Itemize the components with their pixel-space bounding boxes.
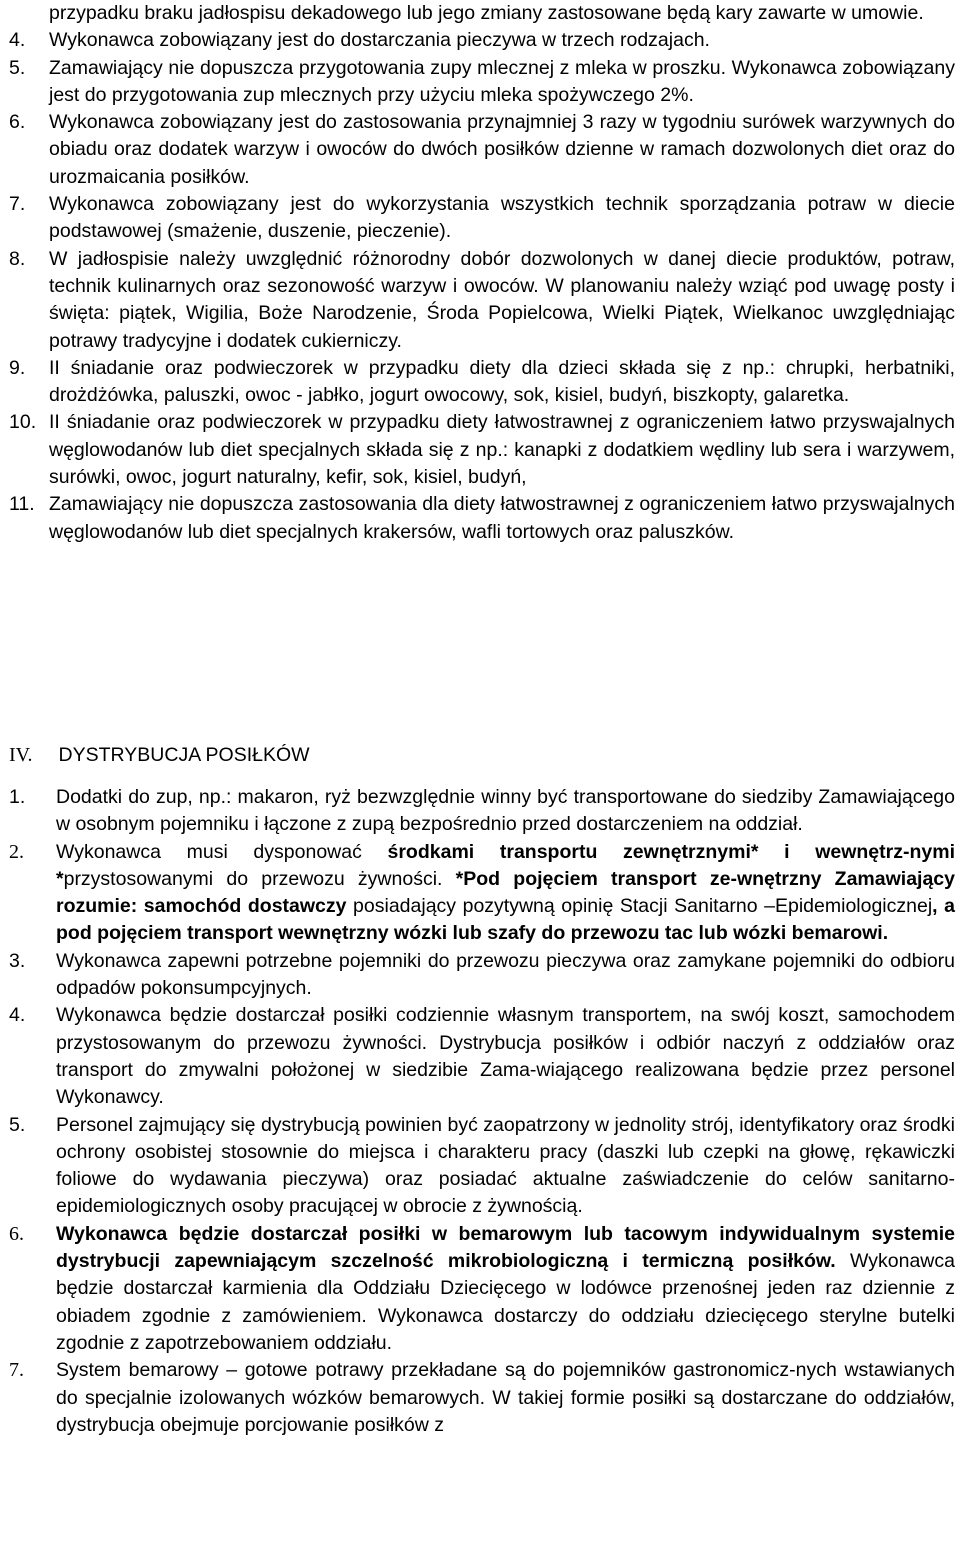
list-item-number: 9.	[9, 356, 26, 379]
text-run: Wykonawca musi dysponować	[56, 840, 388, 863]
list-item-text: Zamawiający nie dopuszcza przygotowania zupy mlecznej z mleka w proszku. Wykonawca zobowiązany jest do przygotowania zup mlecznych przy użyciu mleka spożywczego 2%.	[49, 56, 955, 106]
bold-text-run: Wykonawca będzie dostarczał posiłki w bemarowym lub tacowym indywidualnym systemie dystrybucji zapewniającym szczelność mikrobiologiczną i termiczną posiłków.	[56, 1222, 955, 1273]
list-item-text: Personel zajmujący się dystrybucją powinien być zaopatrzony w jednolity strój, identyfikatory oraz środki ochrony osobistej stosownie do miejsca i charakteru pracy (daszki lub czepki na głowę, rękawiczki foliowe do wydawania pieczywa) oraz posiadać aktualne zaświadczenie do celów sanitarno- epidemiologicznych osoby pracującej w obrocie z żywnością.	[56, 1113, 955, 1218]
list-item	[9, 1112, 955, 1221]
list-item-number: 6.	[9, 111, 26, 134]
list-item-text	[56, 1221, 955, 1357]
list-item-text: System bemarowy – gotowe potrawy przekładane są do pojemników gastronomicz-nych wstawianych do specjalnie izolowanych wózków bemarowych. W takiej formie posiłki są dostarczane do oddziałów, dystrybucja obejmuje porcjowanie posiłków z	[56, 1359, 955, 1436]
list-item-number: 4.	[9, 1004, 26, 1027]
list-item-text: Wykonawca zobowiązany jest do dostarczania pieczywa w trzech rodzajach.	[49, 29, 710, 52]
list-item	[9, 409, 955, 491]
list-item-number: 5.	[9, 1113, 26, 1136]
list-item-number: 4.	[9, 29, 26, 52]
text-run: posiadający pozytywną opinię Stacji Sanitarno –Epidemiologicznej	[346, 895, 933, 918]
list-item-text: Wykonawca zobowiązany jest do zastosowania przynajmniej 3 razy w tygodniu surówek warzywnych do obiadu oraz dodatek warzyw i owoców do dwóch posiłków dzienne w ramach dozwolonych diet oraz do urozmaicania posiłków.	[49, 111, 955, 188]
list-item-text: Wykonawca będzie dostarczał posiłki codziennie własnym transportem, na swój koszt, samochodem przystosowanym do przewozu żywności. Dystrybucja posiłków i odbiór naczyń z oddziałów oraz transport do zmywalni położonej w siedzibie Zama-wiającego realizowana będzie przez personel Wykonawcy.	[56, 1004, 955, 1109]
list-item-text: W jadłospisie należy uwzględnić różnorodny dobór dozwolonych w danej diecie produktów, potraw, technik kulinarnych oraz sezonowość warzyw i owoców. W planowaniu należy wziąć pod uwagę posty i święta: piątek, Wigilia, Boże Narodzenie, Środa Popielcowa, Wielki Piątek, Wielkanoc uwzględniając potrawy tradycyjne i dodatek cukierniczy.	[49, 247, 955, 352]
text-run: przystosowanymi do przewozu żywności.	[63, 867, 456, 890]
bold-text-run: środkami transportu zewnętrznymi* i wewnętrz-nymi *	[56, 840, 955, 890]
list-item	[9, 109, 955, 191]
list-item-number: 7.	[9, 193, 26, 216]
list-item-text: II śniadanie oraz podwieczorek w przypadku diety łatwostrawnej z ograniczeniem łatwo przyswajalnych węglowodanów lub diet specjalnych składa się z np.: kanapki z dodatkiem wędliny lub sera i warzywem, surówki, owoc, jogurt naturalny, kefir, sok, kisiel, budyń,	[49, 411, 955, 489]
list-item-text: Dodatki do zup, np.: makaron, ryż bezwzględnie winny być transportowane do siedziby Zamawiającego w osobnym pojemniku i łączone z zupą bezpośrednio przed dostarczeniem na oddział.	[56, 786, 955, 836]
list-item	[9, 0, 955, 27]
list-item-text: Wykonawca zobowiązany jest do wykorzystania wszystkich technik sporządzania potraw w diecie podstawowej (smażenie, duszenie, pieczenie).	[49, 193, 955, 243]
requirements-list	[9, 0, 955, 546]
distribution-list	[9, 784, 955, 1439]
list-item	[9, 355, 955, 410]
list-item	[9, 1002, 955, 1111]
list-item	[9, 839, 955, 948]
list-item-text: Zamawiający nie dopuszcza zastosowania dla diety łatwostrawnej z ograniczeniem łatwo przyswajalnych węglowodanów lub diet specjalnych krakersów, wafli tortowych oraz paluszków.	[49, 493, 955, 543]
section-title: DYSTRYBUCJA POSIŁKÓW	[58, 744, 310, 766]
section-heading	[9, 742, 310, 769]
list-item-number: 8.	[9, 247, 26, 270]
bold-text-run: *Pod pojęciem transport ze-wnętrzny Zamawiający rozumie: samochód dostawczy	[56, 867, 955, 918]
list-item	[9, 491, 955, 546]
list-item	[9, 948, 955, 1003]
list-item	[9, 1357, 955, 1439]
list-item-text: Wykonawca zapewni potrzebne pojemniki do przewozu pieczywa oraz zamykane pojemniki do odbioru odpadów pokonsumpcyjnych.	[56, 949, 955, 1000]
list-item-text: przypadku braku jadłospisu dekadowego lub jego zmiany zastosowane będą kary zawarte w umowie.	[49, 2, 924, 24]
list-item	[9, 55, 955, 110]
list-item	[9, 784, 955, 839]
list-item-number: 10.	[9, 411, 37, 434]
list-item	[9, 191, 955, 246]
list-item-number: 7.	[9, 1359, 24, 1382]
list-item-number: 2.	[9, 840, 24, 863]
list-item-number: 1.	[9, 786, 26, 808]
list-item	[9, 27, 955, 54]
text-run: Wykonawca będzie dostarczał karmienia dla Oddziału Dziecięcego w lodówce przenośnej jeden raz dziennie z obiadem zgodnie z zamówieniem. Wykonawca dostarczy do oddziału dziecięcego sterylne butelki zgodnie z zapotrzebowaniem oddziału.	[56, 1250, 955, 1354]
list-item-text	[56, 839, 955, 948]
list-item-text: II śniadanie oraz podwieczorek w przypadku diety dla dzieci składa się z np.: chrupki, herbatniki, drożdżówka, paluszki, owoc - jabłko, jogurt owocowy, sok, kisiel, budyń, biszkopty, galaretka.	[49, 356, 955, 407]
list-item-number: 6.	[9, 1222, 24, 1245]
list-item	[9, 1221, 955, 1357]
list-item-number: 5.	[9, 56, 26, 79]
list-item	[9, 246, 955, 355]
list-item-number: 3.	[9, 949, 26, 972]
bold-text-run: , a pod pojęciem transport wewnętrzny wózki lub szafy do przewozu tac lub wózki bemarowi.	[56, 895, 955, 945]
section-number: IV.	[9, 744, 33, 766]
list-item-number: 11.	[9, 493, 35, 516]
